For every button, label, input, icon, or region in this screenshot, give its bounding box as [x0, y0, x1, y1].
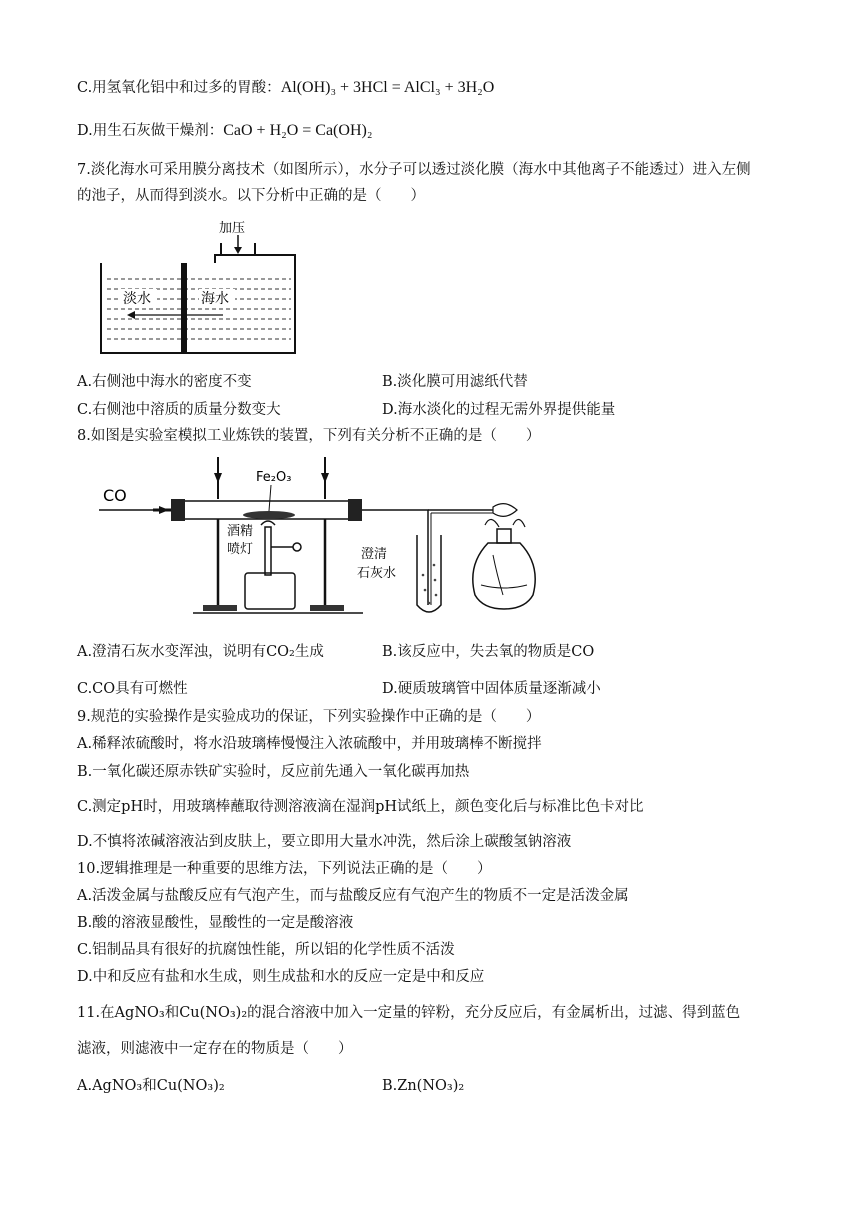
co-label: CO	[103, 486, 127, 505]
water-dashes	[107, 279, 291, 339]
seawater-label: 海水	[201, 291, 229, 307]
lamp-label-1: 酒精	[227, 524, 254, 539]
limewater-label-1: 澄清	[361, 547, 388, 562]
desalination-membrane	[181, 263, 187, 353]
q10-option-c: C.铝制品具有很好的抗腐蚀性能，所以铝的化学性质不活泼	[77, 942, 455, 958]
limewater-label-2: 石灰水	[357, 566, 397, 581]
left-stopper	[171, 499, 185, 521]
q11-option-a: A.AgNO₃和Cu(NO₃)₂	[77, 1078, 225, 1094]
q8-iron-smelting-figure	[93, 455, 553, 625]
alcohol-lamp	[473, 543, 535, 609]
q7-option-a: A.右侧池中海水的密度不变	[77, 374, 252, 390]
fresh-water-label: 淡水	[123, 291, 151, 307]
burning-co-flame	[493, 504, 517, 517]
q11-stem-line-1: 11.在AgNO₃和Cu(NO₃)₂的混合溶液中加入一定量的锌粉，充分反应后，有金属析出，过滤、得到蓝色	[77, 1005, 741, 1021]
pressure-label: 加压	[219, 221, 246, 236]
piston-right-wall	[255, 243, 295, 263]
q7-option-b: B.淡化膜可用滤纸代替	[382, 374, 528, 390]
q10-option-d: D.中和反应有盐和水生成，则生成盐和水的反应一定是中和反应	[77, 969, 485, 985]
right-stopper	[348, 499, 362, 521]
q6-option-c-equation: Al(OH)₃ + 3HCl = AlCl₃ + 3H₂O	[280, 79, 495, 96]
q7-option-d: D.海水淡化的过程无需外界提供能量	[382, 402, 616, 418]
q7-stem-line-1: 7.淡化海水可采用膜分离技术（如图所示），水分子可以透过淡化膜（海水中其他离子不能透过）进入左侧	[77, 162, 751, 178]
q7-stem-line-2: 的池子，从而得到淡水。以下分析中正确的是（ ）	[77, 188, 425, 204]
q8-option-c: C.CO具有可燃性	[77, 681, 188, 697]
q10-option-b: B.酸的溶液显酸性，显酸性的一定是酸溶液	[77, 915, 354, 931]
lamp-nozzle	[265, 527, 271, 575]
q10-stem: 10.逻辑推理是一种重要的思维方法，下列说法正确的是（ ）	[77, 861, 492, 877]
piston-left-wall	[215, 243, 221, 263]
q11-option-b: B.Zn(NO₃)₂	[382, 1078, 465, 1094]
q7-membrane-figure	[95, 215, 305, 360]
q8-option-b: B.该反应中，失去氧的物质是CO	[382, 644, 595, 660]
q8-option-a: A.澄清石灰水变浑浊，说明有CO₂生成	[77, 644, 324, 660]
q6-option-d	[77, 121, 372, 141]
q11-stem-line-2: 滤液，则滤液中一定存在的物质是（ ）	[77, 1041, 353, 1057]
fe2o3-powder	[243, 511, 295, 519]
q6-option-c	[77, 78, 494, 98]
lamp-label-2: 喷灯	[227, 542, 254, 557]
q9-option-c: C.测定pH时，用玻璃棒蘸取待测溶液滴在湿润pH试纸上，颜色变化后与标准比色卡对比	[77, 799, 644, 815]
fe2o3-label: Fe₂O₃	[256, 470, 292, 485]
q10-option-a: A.活泼金属与盐酸反应有气泡产生，而与盐酸反应有气泡产生的物质不一定是活泼金属	[77, 888, 629, 904]
q6-option-d-equation: CaO + H₂O = Ca(OH)₂	[223, 122, 373, 139]
lamp-reservoir	[245, 573, 295, 609]
q9-option-a: A.稀释浓硫酸时，将水沿玻璃棒慢慢注入浓硫酸中，并用玻璃棒不断搅拌	[77, 736, 542, 752]
q6-option-c-text: C.用氢氧化铝中和过多的胃酸：	[77, 80, 281, 96]
q7-option-c: C.右侧池中溶质的质量分数变大	[77, 402, 281, 418]
q6-option-d-text: D.用生石灰做干燥剂：	[77, 123, 224, 139]
q9-stem: 9.规范的实验操作是实验成功的保证，下列实验操作中正确的是（ ）	[77, 709, 541, 725]
q8-option-d: D.硬质玻璃管中固体质量逐渐减小	[382, 681, 601, 697]
limewater-test-tube	[417, 535, 441, 612]
q9-option-b: B.一氧化碳还原赤铁矿实验时，反应前先通入一氧化碳再加热	[77, 764, 470, 780]
q8-stem: 8.如图是实验室模拟工业炼铁的装置，下列有关分析不正确的是（ ）	[77, 428, 541, 444]
q9-option-d: D.不慎将浓碱溶液沾到皮肤上，要立即用大量水冲洗，然后涂上碳酸氢钠溶液	[77, 834, 572, 850]
